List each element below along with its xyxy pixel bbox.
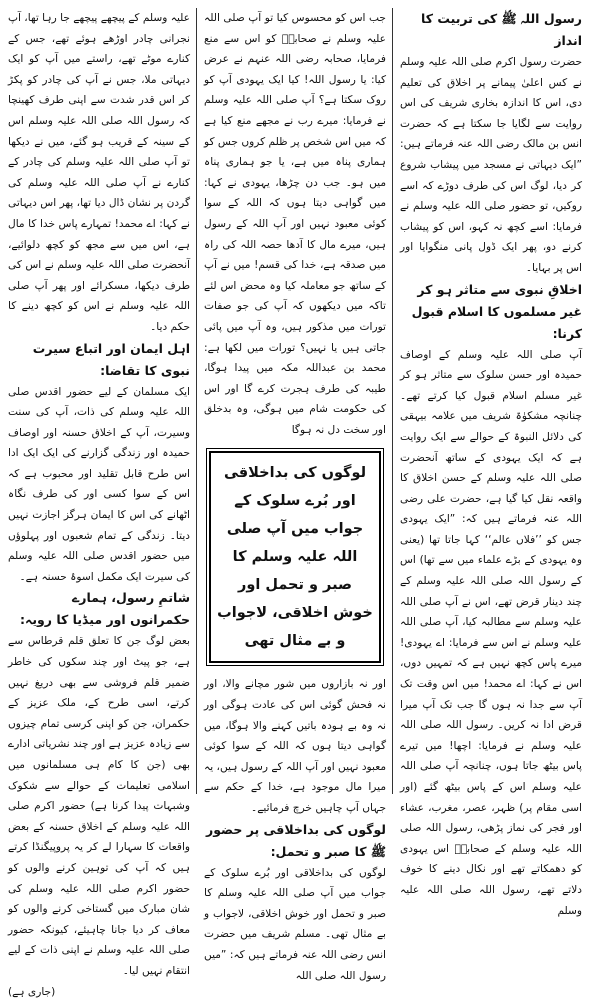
- paragraph-najrani-sheet: علیہ وسلم کے پیچھے پیچھے جا رہا تھا، آپ نجرانی چادر اوڑھے ہوئے تھے، جس کے کنارے موٹے تھے، راستے میں آپ کو ایک دیہاتی ملا، جس نے آپ کی چادر کو پکڑ کر اس قدر شدت سے اپنی طرف کھینچا کہ رسول اللہ صلی اللہ علیہ وسلم اس کے سینہ کے قریب ہو گئے، میں نے دیکھا تو آپ صلی اللہ علیہ وسلم کی چادر کے کنارے نے آپ صلی اللہ علیہ وسلم کی گردن پر نشان ڈال دیا تھا، پھر اس دیہاتی نے کہا: اے محمد! تمہارے پاس خدا کا مال ہے، اس میں سے مجھ کو کچھ دلوائیے، آنحضرت صلی اللہ علیہ وسلم نے اس کی طرف دیکھا، مسکرائے اور پھر آپ صلی اللہ علیہ وسلم نے اس کو کچھ دینے کا حکم دیا۔: [8, 12, 190, 333]
- paragraph-muslim-obligation: ایک مسلمان کے لیے حضور اقدس صلی اللہ علیہ وسلم کی ذات، آپ کی سنت وسیرت، آپ کے اخلاق حسنہ اور اوصاف حمیدہ اور زندگی گزارنے کی ایک ایک ادا اس طرح قابل تقلید اور محبوب ہے کہ اس کے سوا کسی اور کی طرف نگاہ اٹھانے کی اس کا ایمان ہرگز اجازت نہیں دیتا۔ زندگی کے تمام شعبوں اور پہلوؤں میں حضور اقدس صلی اللہ علیہ وسلم کی سیرت ایک مکمل اسوۂ حسنہ ہے۔: [8, 385, 190, 583]
- left-column: [8, 8, 190, 998]
- paragraph-torah-description: اور نہ بازاروں میں شور مچانے والا، اور نہ فحش گوئی اس کی عادت ہوگی اور نہ وہ بے ہودہ باتیں کہنے والا ہوگا، میں گواہی دیتا ہوں کہ اللہ کے سوا کوئی معبود نہیں اور آپ اللہ کے رسول ہیں، یہ میرا مال موجود ہے، خدا کے حکم سے جہاں آپ چاہیں خرچ فرمائیے۔: [204, 678, 386, 815]
- paragraph-jew-accepts-islam: جب اس کو محسوس کیا تو آپ صلی اللہ علیہ وسلم نے صحابہؓ کو اس سے منع فرمایا، صحابہ رضی اللہ عنہم نے عرض کیا: یا رسول اللہ! کیا ایک یہودی آپ کو روک سکتا ہے؟ آپ صلی اللہ علیہ وسلم نے فرمایا: میرے رب نے مجھے منع کیا ہے کہ میں اس شخص پر ظلم کروں جس کو ہماری پناہ میں ہے، یا جو ہماری پناہ میں ہو۔ جب دن چڑھا، یہودی نے کہا: میں گواہی دیتا ہوں کہ اللہ کے سوا کوئی معبود نہیں اور آپ اللہ کے رسول ہیں، میرے مال کا آدھا حصہ اللہ کی راہ میں صدقہ ہے، خدا کی قسم! میں نے آپ کے ساتھ جو معاملہ کیا وہ محض اس لئے تاکہ میں دیکھوں کہ آپ کی جو صفات تورات میں مذکور ہیں، وہ آپ میں پائی جاتی ہیں یا نہیں؟ تورات میں لکھا ہے: محمد بن عبداللہ مکہ میں پیدا ہوگا، طیبہ کی طرف ہجرت کرے گا اور اس کی حکومت شام میں ہوگی، وہ بدخلق اور سخت دل نہ ہوگا: [204, 12, 386, 436]
- heading-prophet-training: رسول اللہ ﷺ کی تربیت کا انداز: [421, 11, 582, 48]
- heading-non-muslims-accepting-islam: اخلاقِ نبوی سے متاثر ہو کر غیر مسلموں کا اسلام قبول کرنا:: [411, 281, 582, 341]
- paragraph-anas-narration: لوگوں کی بداخلاقی اور بُرے سلوک کے جواب میں آپ صلی اللہ علیہ وسلم کا صبر و تحمل اور خوش اخلاقی، لاجواب و بے مثال تھی۔ مسلم شریف میں حضرت انس رضی اللہ عنہ فرماتے ہیں کہ: ”میں رسول اللہ صلی اللہ: [204, 866, 386, 982]
- heading-blasphemy-media-attitude: شاتمِ رسول، ہمارے حکمرانوں اور میڈیا کا رویہ:: [20, 590, 190, 628]
- paragraph-bedouin-mosque: حضرت رسول اکرم صلی اللہ علیہ وسلم نے کس اعلیٰ پیمانے پر اخلاق کی تعلیم دی، اس کا اندازہ بخاری شریف کی اس روایت سے لگایا جا سکتا ہے کہ حضرت انس بن مالک رضی اللہ عنہ فرماتے ہیں: ”ایک دیہاتی نے مسجد میں پیشاب شروع کر دیا، لوگ اس کی طرف دوڑے کہ اسے روکیں، تو حضور صلی اللہ علیہ وسلم نے فرمایا: اسے کچھ نہ کہو، اس کو پیشاب کرنے دو، پھر ایک ڈول پانی منگوایا اور اس پر بہایا۔: [400, 56, 582, 274]
- paragraph-media-propaganda: بعض لوگ جن کا تعلق قلم قرطاس سے ہے، جو پیٹ اور چند سکوں کی خاطر ضمیر قلم فروشی سے بھی دریغ نہیں کرتے، اسی طرح کے، ملک عزیز کے حکمران، جن کو اپنی کرسی تمام چیزوں سے زیادہ عزیز ہے اور چند نشریاتی ادارے بھی (جن کا کام ہی مسلمانوں میں اسلامی تعلیمات کے حوالے سے شکوک وشبہات پیدا کرنا ہے) حضور اکرم صلی اللہ علیہ وسلم کے اخلاق حسنہ کے بعض واقعات کا سہارا لے کر یہ پروپیگنڈا کرتے ہیں کہ آپ کی توہین کرنے والوں کو حضور اکرم صلی اللہ علیہ وسلم کی شان مبارک میں گستاخی کرنے والوں کو معاف کر دیا جانا چاہیئے، کیونکہ حضور صلی اللہ علیہ وسلم نے اپنی ذات کے لیے انتقام نہیں لیا۔: [8, 635, 190, 977]
- heading-patience-on-bad-behavior: لوگوں کی بداخلاقی پر حضور ﷺ کا صبر و تحمل:: [206, 821, 386, 859]
- highlight-box-frame: [206, 448, 384, 666]
- highlight-quote-box: لوگوں کی بداخلاقی اور بُرے سلوک کے جواب میں آپ صلی اللہ علیہ وسلم کا صبر و تحمل اور خوش اخلاقی، لاجواب و بے مثال تھی: [209, 451, 381, 663]
- right-column: [400, 8, 582, 917]
- paragraph-jewish-scholar-story: آپ صلی اللہ علیہ وسلم کے اوصاف حمیدہ اور حسن سلوک سے متاثر ہو کر غیر مسلم اسلام قبول کیا کرتے تھے۔ چنانچہ مشکوٰۃ شریف میں علامہ بیہقی کی دلائل النبوۃ کے حوالے سے ایک روایت ہے کہ ایک یہودی کے ساتھ آنحضرت صلی اللہ علیہ وسلم کے حسن اخلاق کا واقعہ نقل کیا گیا ہے، حضرت علی رضی اللہ عنہ فرماتے ہیں کہ: ”ایک یہودی جس کو ’’فلاں عالم‘‘ کہا جاتا تھا (یعنی وہ یہودی کے بڑے علماء میں سے تھا) اس کے رسول اللہ صلی اللہ علیہ وسلم کے چند دینار قرض تھے، اس نے آپ صلی اللہ علیہ وسلم سے مطالبہ کیا، آپ صلی اللہ علیہ وسلم نے اس سے فرمایا: اے یہودی! میرے پاس کچھ نہیں ہے کہ تمہیں دوں، اس نے کہا: اے محمد! میں اس وقت تک آپ سے جدا نہ ہوں گا جب تک آپ میرا قرض ادا نہ کریں۔ رسول اللہ صلی اللہ علیہ وسلم نے فرمایا: اچھا! میں تیرے پاس بیٹھ جاتا ہوں، چنانچہ آپ صلی اللہ علیہ وسلم اس کے پاس بیٹھ گئے (اور اسی مقام پر) ظہر، عصر، مغرب، عشاء اور فجر کی نماز پڑھی، رسول اللہ صلی اللہ علیہ وسلم کے صحابہؓ اس یہودی کو دھمکاتے تھے اور نکال دینے کا خوف دلاتے تھے، رسول اللہ صلی اللہ علیہ وسلم: [400, 348, 582, 917]
- heading-following-seerah: اہل ایمان اور اتباع سیرت نبوی کا تقاضا:: [32, 340, 190, 378]
- continued-label: (جاری ہے): [8, 985, 56, 998]
- middle-column: [204, 8, 386, 982]
